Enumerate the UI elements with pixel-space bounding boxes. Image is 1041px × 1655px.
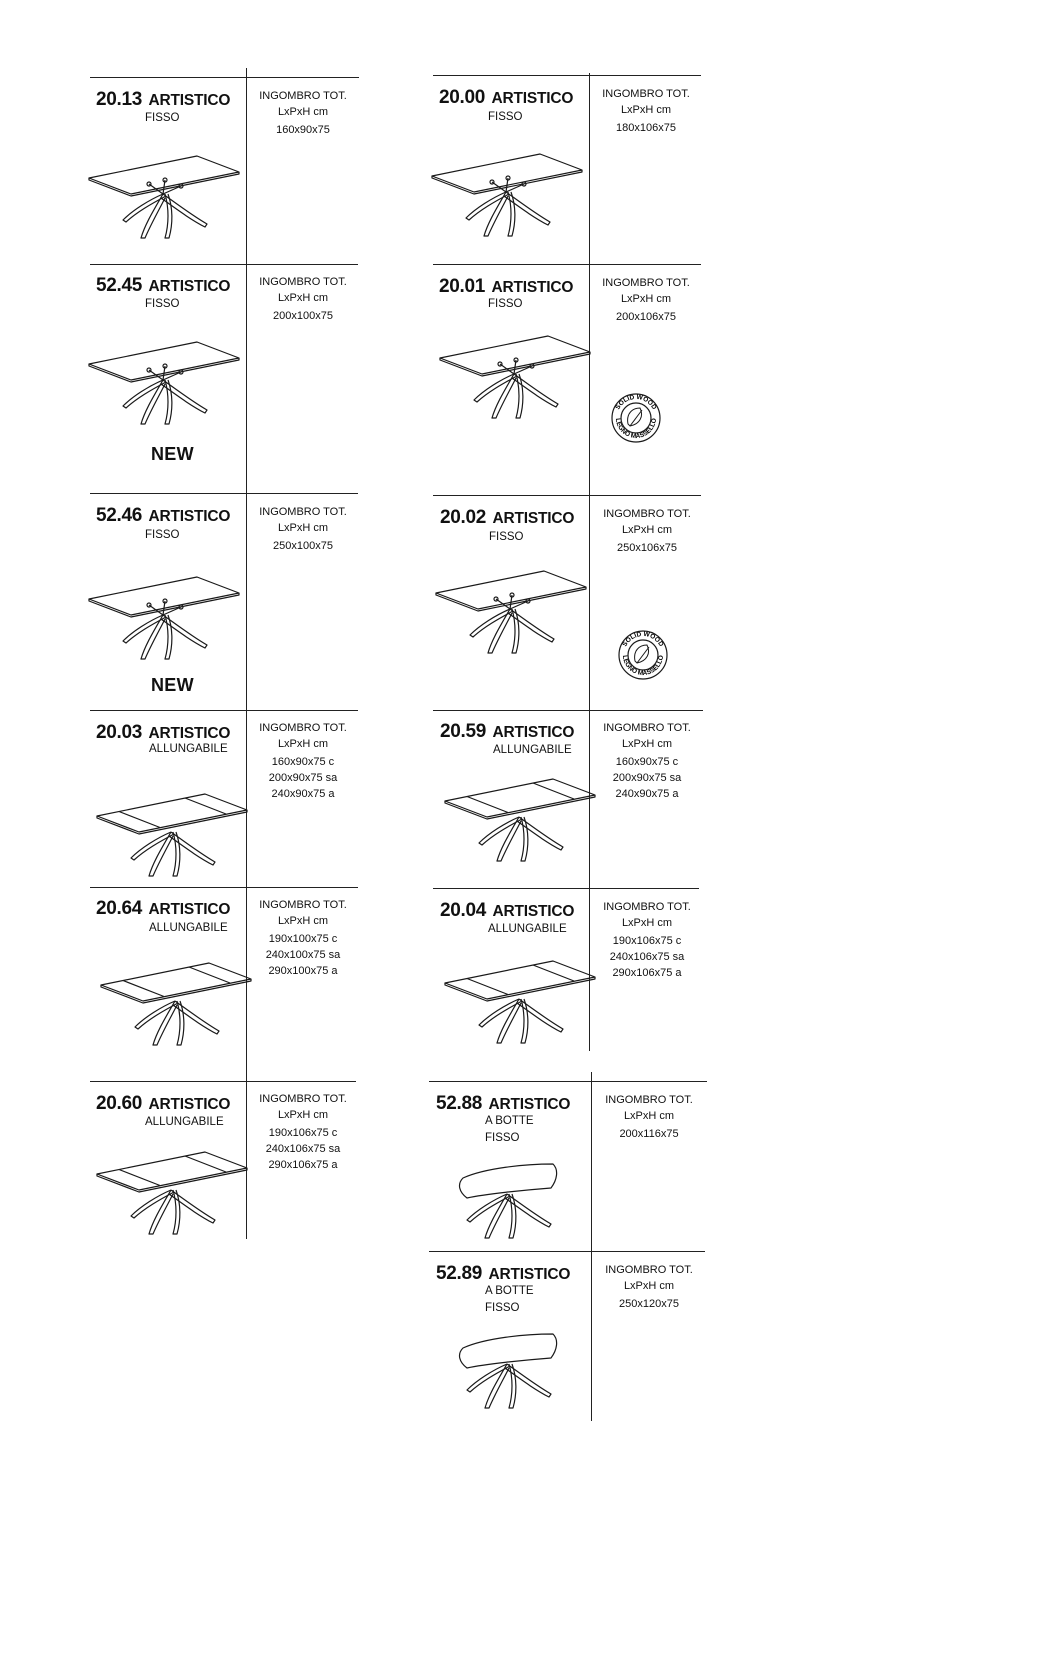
product-heading: [436, 1264, 570, 1283]
dimensions-block: [590, 1092, 708, 1142]
extension-seam: [467, 979, 508, 995]
dims-unit: LxPxH cm: [277, 1109, 329, 1121]
product-name: ARTISTICO: [148, 508, 231, 525]
table-legs: [131, 1190, 215, 1234]
table-legs: [131, 832, 215, 876]
product-heading: [440, 901, 574, 920]
dims-value: 200x90x75 sa: [268, 772, 338, 784]
dims-unit: LxPxH cm: [277, 522, 329, 534]
table-illustration: [97, 957, 257, 1052]
dims-header: INGOMBRO TOT.: [602, 277, 690, 289]
product-heading: [96, 899, 230, 918]
dims-header: INGOMBRO TOT.: [602, 88, 690, 100]
dims-header: INGOMBRO TOT.: [603, 722, 691, 734]
divider: [433, 710, 703, 711]
dimensions-block: [244, 274, 362, 324]
table-top: [460, 1164, 557, 1198]
table-legs: [467, 1364, 551, 1408]
product-code: 52.88: [436, 1093, 483, 1114]
extension-seam: [185, 1156, 226, 1172]
divider: [90, 77, 359, 78]
subtitle-line: FISSO: [145, 112, 180, 124]
leaf-icon: [635, 645, 649, 663]
product-subtitle: [145, 110, 180, 127]
dims-unit: LxPxH cm: [620, 293, 672, 305]
product-subtitle: [145, 296, 180, 313]
extension-seam: [119, 812, 160, 828]
product-subtitle: [145, 527, 180, 544]
product-subtitle: [493, 742, 572, 759]
dims-value: 190x106x75 c: [612, 935, 682, 947]
table-illustration: [93, 1146, 253, 1241]
subtitle-line: ALLUNGABILE: [149, 922, 228, 934]
badge-top-text: SOLID WOOD: [621, 630, 665, 648]
dimensions-block: [587, 86, 705, 136]
dims-value: 250x120x75: [619, 1298, 679, 1310]
dims-header: INGOMBRO TOT.: [605, 1094, 693, 1106]
divider: [90, 1081, 356, 1082]
product-code: 20.13: [96, 89, 143, 110]
product-code: 20.59: [440, 721, 487, 742]
dims-unit: LxPxH cm: [277, 292, 329, 304]
extension-seam: [189, 967, 230, 983]
product-name: ARTISTICO: [488, 1266, 571, 1283]
dims-value: 200x116x75: [619, 1128, 679, 1140]
product-heading: [439, 88, 573, 107]
product-subtitle: [489, 529, 524, 546]
dims-unit: LxPxH cm: [277, 106, 329, 118]
table-illustration: [85, 336, 245, 431]
table-illustration: [85, 571, 245, 666]
table-illustration: [441, 955, 601, 1050]
subtitle-line: ALLUNGABILE: [493, 744, 572, 756]
dims-value: 190x100x75 c: [268, 933, 338, 945]
product-subtitle: [485, 1283, 534, 1317]
product-subtitle: [488, 296, 523, 313]
dimensions-block: [244, 720, 362, 802]
dims-value: 250x100x75: [273, 540, 333, 552]
table-legs: [135, 1001, 219, 1045]
dims-unit: LxPxH cm: [277, 915, 329, 927]
product-name: ARTISTICO: [148, 92, 231, 109]
product-name: ARTISTICO: [148, 901, 231, 918]
product-code: 20.01: [439, 276, 486, 297]
dims-value: 290x100x75 a: [268, 965, 338, 977]
dims-unit: LxPxH cm: [620, 104, 672, 116]
dimensions-block: [590, 1262, 708, 1312]
subtitle-line: ALLUNGABILE: [145, 1116, 224, 1128]
dims-value: 240x90x75 a: [615, 788, 679, 800]
dims-unit: LxPxH cm: [623, 1280, 675, 1292]
product-heading: [96, 1094, 230, 1113]
dims-header: INGOMBRO TOT.: [259, 1093, 347, 1105]
product-name: ARTISTICO: [492, 724, 575, 741]
dims-value: 290x106x75 a: [268, 1159, 338, 1171]
subtitle-line: ALLUNGABILE: [488, 923, 567, 935]
product-name: ARTISTICO: [491, 279, 574, 296]
product-name: ARTISTICO: [492, 510, 575, 527]
table-illustration: [455, 1160, 615, 1255]
product-code: 20.02: [440, 507, 487, 528]
dims-value: 290x106x75 a: [612, 967, 682, 979]
dims-header: INGOMBRO TOT.: [603, 508, 691, 520]
dims-header: INGOMBRO TOT.: [259, 276, 347, 288]
dims-unit: LxPxH cm: [621, 524, 673, 536]
column-divider: [246, 68, 247, 1239]
dims-value: 200x100x75: [273, 310, 333, 322]
subtitle-line: A BOTTE: [485, 1115, 534, 1127]
extension-seam: [123, 981, 164, 997]
subtitle-line: A BOTTE: [485, 1285, 534, 1297]
dimensions-block: [588, 506, 706, 556]
badge-bottom-text: LEGNO MASSELLO: [613, 417, 659, 441]
product-code: 20.64: [96, 898, 143, 919]
solid-wood-badge: [617, 629, 669, 681]
dims-value: 180x106x75: [616, 122, 676, 134]
divider: [90, 887, 358, 888]
divider: [433, 75, 701, 76]
dims-value: 200x106x75: [616, 311, 676, 323]
solid-wood-badge: [610, 392, 662, 444]
product-code: 20.04: [440, 900, 487, 921]
subtitle-line: ALLUNGABILE: [149, 743, 228, 755]
dimensions-block: [588, 899, 706, 981]
divider: [90, 493, 358, 494]
divider: [433, 264, 701, 265]
product-name: ARTISTICO: [148, 725, 231, 742]
table-legs: [479, 999, 563, 1043]
product-heading: [96, 506, 230, 525]
dims-value: 240x100x75 sa: [265, 949, 341, 961]
new-label: NEW: [151, 675, 194, 695]
product-subtitle: [145, 1114, 224, 1131]
product-code: 52.45: [96, 275, 143, 296]
dims-value: 200x90x75 sa: [612, 772, 682, 784]
dimensions-block: [587, 275, 705, 325]
dims-value: 160x90x75 c: [271, 756, 335, 768]
subtitle-line: FISSO: [485, 1302, 520, 1314]
product-name: ARTISTICO: [491, 90, 574, 107]
product-subtitle: [149, 741, 228, 758]
subtitle-line: FISSO: [145, 298, 180, 310]
extension-seam: [533, 783, 574, 799]
dims-header: INGOMBRO TOT.: [259, 722, 347, 734]
product-subtitle: [149, 920, 228, 937]
table-illustration: [441, 773, 601, 868]
dims-value: 160x90x75 c: [615, 756, 679, 768]
product-heading: [440, 722, 574, 741]
dims-value: 240x90x75 a: [271, 788, 335, 800]
dimensions-block: [244, 504, 362, 554]
divider: [433, 888, 699, 889]
dims-value: 160x90x75: [276, 124, 330, 136]
product-subtitle: [488, 921, 567, 938]
subtitle-line: FISSO: [485, 1132, 520, 1144]
divider: [90, 264, 358, 265]
divider: [429, 1081, 707, 1082]
product-code: 52.46: [96, 505, 143, 526]
table-illustration: [428, 148, 588, 243]
product-code: 20.60: [96, 1093, 143, 1114]
product-heading: [440, 508, 574, 527]
product-subtitle: [485, 1113, 534, 1147]
new-label: NEW: [151, 444, 194, 464]
product-code: 20.00: [439, 87, 486, 108]
product-name: ARTISTICO: [148, 278, 231, 295]
dims-header: INGOMBRO TOT.: [603, 901, 691, 913]
dims-unit: LxPxH cm: [621, 917, 673, 929]
dims-value: 240x106x75 sa: [265, 1143, 341, 1155]
product-heading: [96, 723, 230, 742]
product-heading: [96, 90, 230, 109]
dims-value: 250x106x75: [617, 542, 677, 554]
product-heading: [439, 277, 573, 296]
leaf-icon: [628, 408, 642, 426]
badge-bottom-text: LEGNO MASSELLO: [620, 654, 666, 678]
product-heading: [436, 1094, 570, 1113]
table-legs: [467, 1194, 551, 1238]
table-illustration: [455, 1330, 615, 1425]
dims-unit: LxPxH cm: [623, 1110, 675, 1122]
extension-seam: [185, 798, 226, 814]
dims-value: 190x106x75 c: [268, 1127, 338, 1139]
table-legs: [479, 817, 563, 861]
dims-value: 240x106x75 sa: [609, 951, 685, 963]
dims-header: INGOMBRO TOT.: [259, 90, 347, 102]
table-illustration: [85, 150, 245, 245]
table-illustration: [93, 788, 253, 883]
extension-seam: [467, 797, 508, 813]
dims-header: INGOMBRO TOT.: [605, 1264, 693, 1276]
product-code: 52.89: [436, 1263, 483, 1284]
product-heading: [96, 276, 230, 295]
dims-unit: LxPxH cm: [277, 738, 329, 750]
badge-top-text: SOLID WOOD: [614, 393, 658, 411]
divider: [90, 710, 358, 711]
dimensions-block: [244, 1091, 362, 1173]
subtitle-line: FISSO: [145, 529, 180, 541]
product-name: ARTISTICO: [488, 1096, 571, 1113]
dimensions-block: [244, 88, 362, 138]
table-illustration: [432, 565, 592, 660]
subtitle-line: FISSO: [488, 298, 523, 310]
dims-unit: LxPxH cm: [621, 738, 673, 750]
product-subtitle: [488, 109, 523, 126]
dims-header: INGOMBRO TOT.: [259, 899, 347, 911]
dimensions-block: [244, 897, 362, 979]
dims-header: INGOMBRO TOT.: [259, 506, 347, 518]
extension-seam: [533, 965, 574, 981]
subtitle-line: FISSO: [489, 531, 524, 543]
dimensions-block: [588, 720, 706, 802]
product-name: ARTISTICO: [492, 903, 575, 920]
product-code: 20.03: [96, 722, 143, 743]
extension-seam: [119, 1170, 160, 1186]
product-name: ARTISTICO: [148, 1096, 231, 1113]
subtitle-line: FISSO: [488, 111, 523, 123]
divider: [433, 495, 701, 496]
table-illustration: [436, 330, 596, 425]
table-top: [460, 1334, 557, 1368]
